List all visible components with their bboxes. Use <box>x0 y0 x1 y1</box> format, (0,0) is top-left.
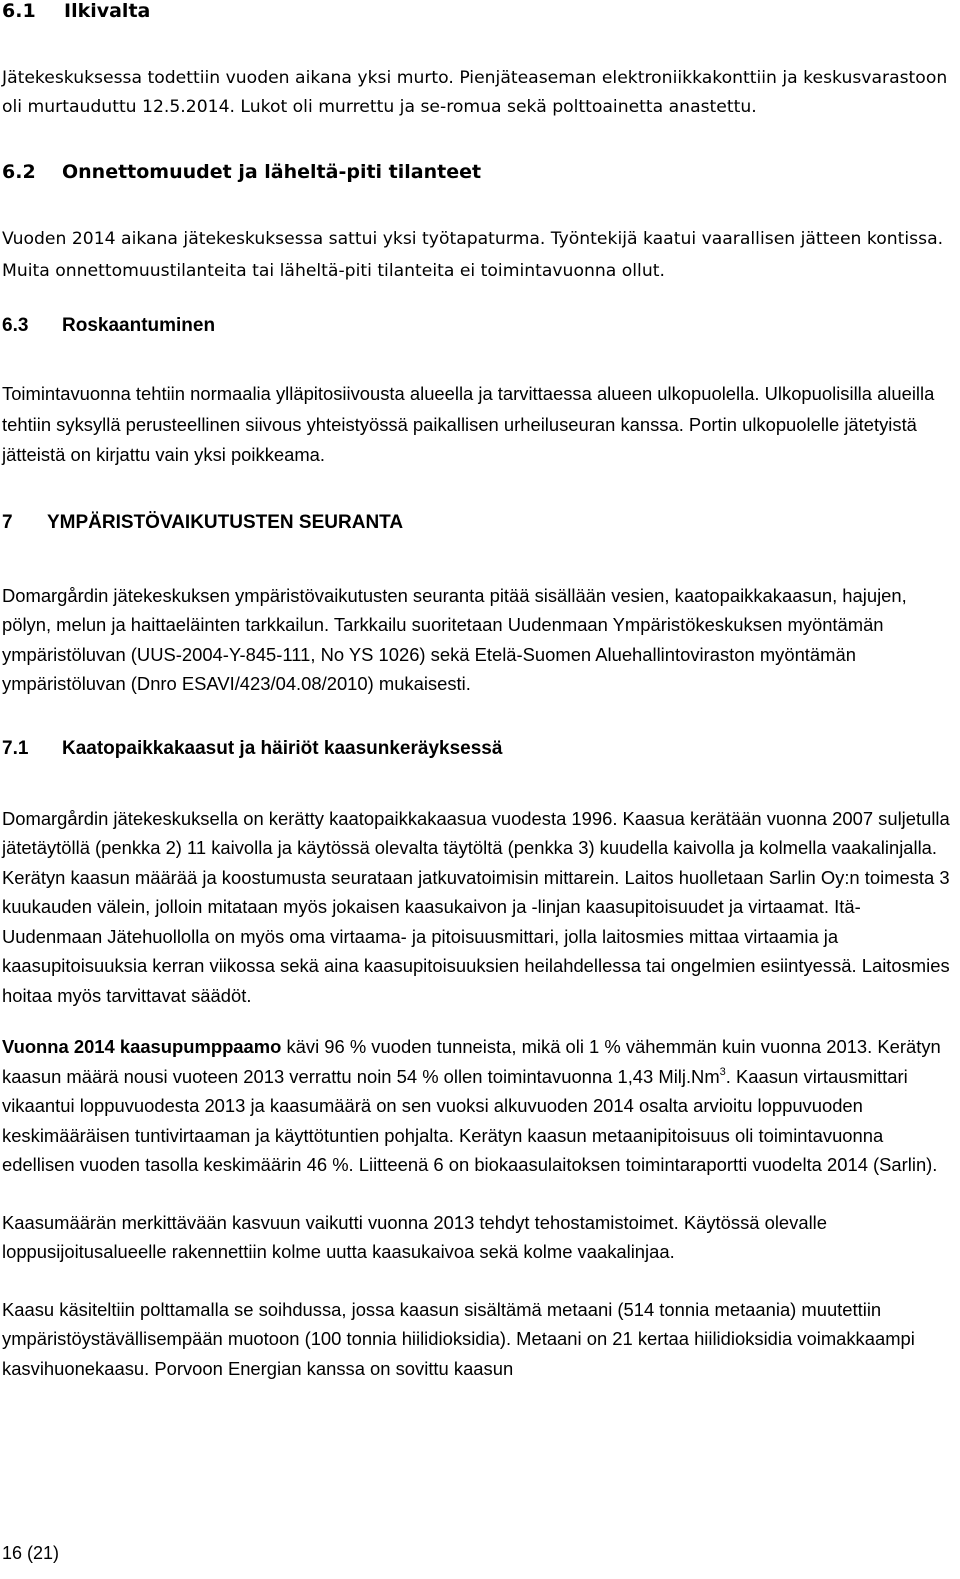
paragraph-soihtu: Kaasu käsiteltiin polttamalla se soihdussa, jossa kaasun sisältämä metaani (514 tonnia metaania) muutettiin ympäristöystävällisempään muotoon (100 tonnia hiilidioksidia). Metaani on 21 kertaa hiilidioksidia voimakkaampi kasvihuonekaasu. Porvoon Energian kanssa on sovittu kaasun <box>2 1298 915 1379</box>
section-heading-6-2 <box>2 160 952 184</box>
paragraph-seuranta: Domargårdin jätekeskuksen ympäristövaikutusten seuranta pitää sisällään vesien, kaatopaikkakaasun, hajujen, pölyn, melun ja haittaeläinten tarkkailun. Tarkkailu suoritetaan Uudenmaan Ympäristökeskuksen myöntämän ympäristöluvan (UUS-2004-Y-845-111, No YS 1026) sekä Etelä-Suomen Aluehallintoviraston myöntämän ympäristöluvan (Dnro ESAVI/423/04.08/2010) mukaisesti. <box>2 584 907 694</box>
section-title: Roskaantuminen <box>62 315 216 336</box>
chapter-title: YMPÄRISTÖVAIKUTUSTEN SEURANTA <box>47 511 404 533</box>
section-title: Ilkivalta <box>64 0 151 22</box>
paragraph-ilkivalta: Jätekeskuksessa todettiin vuoden aikana yksi murto. Pienjäteaseman elektroniikkakonttiin ja keskusvarastoon oli murtauduttu 12.5.2014. Lukot oli murrettu ja se-romua sekä polttoainetta anastettu. <box>2 68 948 117</box>
superscript: 3 <box>719 1065 726 1078</box>
paragraph-text-continued: . Kaasun virtausmittari vikaantui loppuvuodesta 2013 ja kaasumäärä on sen vuoksi alkuvuoden 2014 osalta arvioitu loppuvuoden keskimääräisen tuntivirtaaman ja käyttötuntien pohjalta. Kerätyn kaasun metaanipitoisuus oli toimintavuonna edellisen vuoden tasolla keskimäärin 46 %. Liitteenä 6 on biokaasulaitoksen toimintaraportti vuodelta 2014 (Sarlin). <box>2 1065 938 1175</box>
section-heading-7-1 <box>2 737 952 761</box>
paragraph-tehostamistoimet: Kaasumäärän merkittävään kasvuun vaikutti vuonna 2013 tehdyt tehostamistoimet. Käytössä olevalle loppusijoitusalueelle rakennettiin kolme uutta kaasukaivoa sekä kolme vaakalinjaa. <box>2 1211 827 1262</box>
chapter-heading-7 <box>2 511 952 535</box>
bold-lead: Vuonna 2014 kaasupumppaamo <box>2 1036 282 1057</box>
document-page <box>2 0 952 1383</box>
paragraph-kaasupumppaamo <box>2 1032 952 1180</box>
chapter-number: 7 <box>2 511 13 533</box>
section-heading-6-1 <box>2 0 952 23</box>
section-number: 7.1 <box>2 737 29 759</box>
paragraph-kaasunkeraily: Domargårdin jätekeskuksella on kerätty kaatopaikkakaasua vuodesta 1996. Kaasua kerätään vuonna 2007 suljetulla jätetäytöllä (penkka 2) 11 kaivolla ja käytössä olevalta täytöltä (penkka 3) kuudella kaivolla ja kolmella vaakalinjalla. Kerätyn kaasun määrää ja koostumusta seurataan jatkuvatoimisin mittarein. Laitos huolletaan Sarlin Oy:n toimesta 3 kuukauden välein, jolloin mitataan myös jokaisen kaasukaivon ja -linjan kaasupitoisuudet ja virtaamat. Itä-Uudenmaan Jätehuollolla on myös oma virtaama- ja pitoisuusmittari, jolla laitosmies mittaa virtaamia ja kaasupitoisuuksia kerran viikossa sekä aina kaasupitoisuuksien heilahdellessa tai ongelmien esiintyessä. Laitosmies hoitaa myös tarvittavat säädöt. <box>2 807 950 1006</box>
paragraph-onnettomuudet: Vuoden 2014 aikana jätekeskuksessa sattui yksi työtapaturma. Työntekijä kaatui vaarallisen jätteen kontissa. Muita onnettomuustilanteita tai läheltä-piti tilanteita ei toimintavuonna ollut. <box>2 229 944 281</box>
section-title: Kaatopaikkakaasut ja häiriöt kaasunkeräyksessä <box>62 737 503 759</box>
section-number: 6.2 <box>2 161 36 183</box>
section-number: 6.1 <box>2 0 36 22</box>
section-title: Onnettomuudet ja läheltä-piti tilanteet <box>62 161 482 183</box>
section-number: 6.3 <box>2 315 29 336</box>
paragraph-text: kävi 96 % vuoden tunneista, mikä oli 1 % vähemmän kuin vuonna 2013. Kerätyn kaasun määrä nousi vuoteen 2013 verrattu noin 54 % ollen toimintavuonna 1,43 Milj.Nm <box>2 1036 941 1087</box>
section-heading-6-3 <box>2 314 952 338</box>
paragraph-roskaantuminen: Toimintavuonna tehtiin normaalia ylläpitosiivousta alueella ja tarvittaessa alueen ulkopuolella. Ulkopuolisilla alueilla tehtiin syksyllä perusteellinen siivous yhteistyössä paikallisen urheiluseuran kanssa. Portin ulkopuolelle jätetyistä jätteistä on kirjattu vain yksi poikkeama. <box>2 383 935 465</box>
page-number: 16 (21) <box>2 1543 60 1563</box>
